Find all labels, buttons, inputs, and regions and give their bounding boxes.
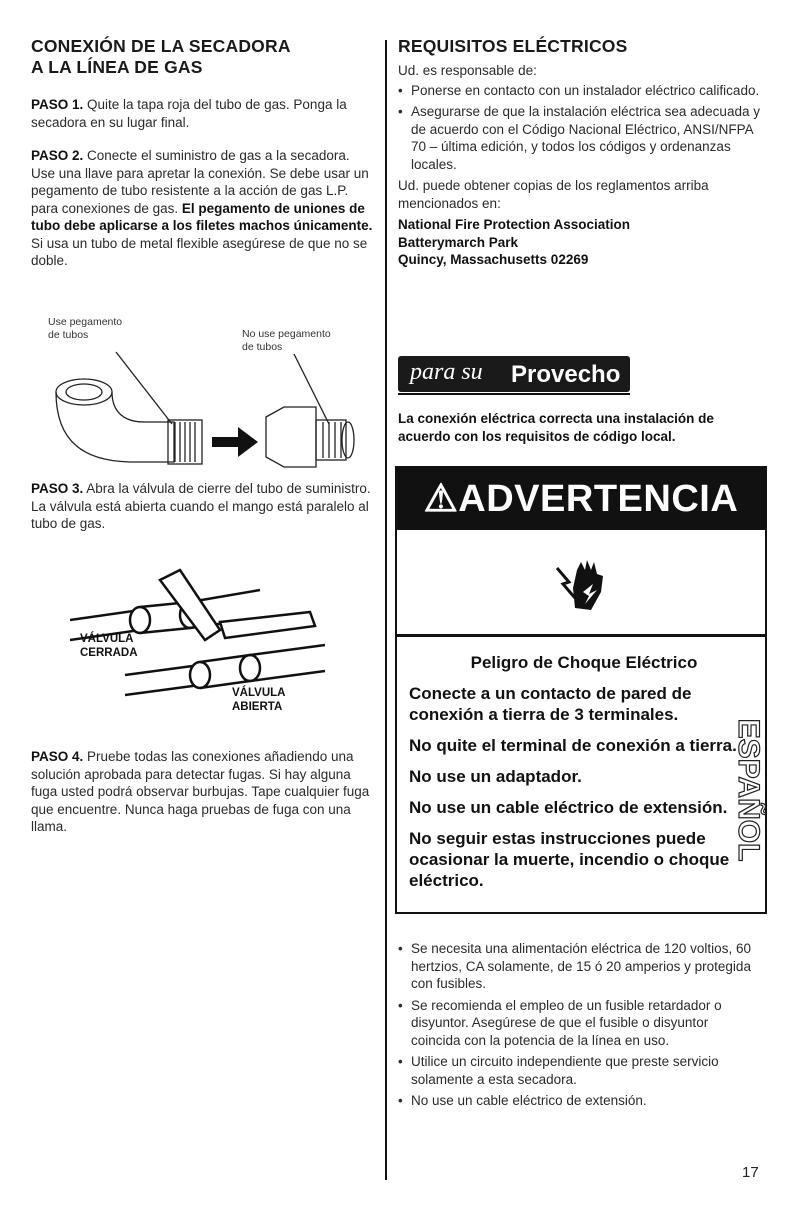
use-sealant-label-line1: Use pegamento xyxy=(48,316,123,328)
list-item: • No use un cable eléctrico de extensión. xyxy=(398,1092,760,1110)
step-1 xyxy=(31,96,376,131)
electrical-requirements-title: REQUISITOS ELÉCTRICOS xyxy=(398,36,628,56)
warning-line: No quite el terminal de conexión a tierra. xyxy=(409,736,737,755)
valve-closed-label xyxy=(80,632,138,660)
electric-shock-hand-icon xyxy=(547,548,617,618)
side-tab-text: ESPAÑOL xyxy=(732,718,766,862)
organization-address xyxy=(398,216,766,269)
valve-open-label xyxy=(232,686,285,714)
responsibility-list xyxy=(398,82,766,174)
step-2 xyxy=(31,147,376,270)
step-4 xyxy=(31,748,376,836)
warning-line: Conecte a un contacto de pared de conexión a tierra de 3 terminales. xyxy=(409,684,692,724)
provecho-text: La conexión eléctrica correcta una instalación de acuerdo con los requisitos de código local. xyxy=(398,411,714,444)
page-number: 17 xyxy=(742,1164,759,1181)
para-su-provecho-banner xyxy=(398,356,630,392)
valve-figure xyxy=(70,560,340,720)
list-item: • Ponerse en contacto con un instalador eléctrico calificado. xyxy=(398,82,766,100)
no-sealant-label-line2: de tubos xyxy=(242,341,283,353)
language-side-tab xyxy=(727,700,767,880)
responsibility-intro: Ud. es responsable de: xyxy=(398,63,537,78)
section-title-line2: A LA LÍNEA DE GAS xyxy=(31,57,203,77)
step-2-label: PASO 2. xyxy=(31,148,84,163)
step-3-label: PASO 3. xyxy=(31,481,84,496)
fittings-drawing xyxy=(44,312,364,492)
step-3 xyxy=(31,480,376,533)
section-title-line1: CONEXIÓN DE LA SECADORA xyxy=(31,36,291,56)
step-3-text: Abra la válvula de cierre del tubo de suministro. La válvula está abierta cuando el mango está paralelo al tubo de gas. xyxy=(31,481,371,531)
banner-word: Provecho xyxy=(511,361,621,388)
org-street: Batterymarch Park xyxy=(398,234,519,250)
copies-text: Ud. puede obtener copias de los reglamentos arriba mencionados en: xyxy=(398,178,709,211)
warning-line: No use un adaptador. xyxy=(409,767,582,786)
valve-open-label-line1: VÁLVULA xyxy=(232,687,286,699)
list-item: • Asegurarse de que la instalación eléctrica sea adecuada y de acuerdo con el Código Nacional Eléctrico, ANSI/NFPA 70 – última edición, y todos los códigos y ordenanzas locales. xyxy=(398,103,766,173)
step-4-label: PASO 4. xyxy=(31,749,84,764)
warning-text xyxy=(409,653,759,901)
step-2-bold: El pegamento de uniones de tubo debe aplicarse a los filetes machos únicamente. xyxy=(31,200,373,233)
banner-underline xyxy=(398,393,630,395)
step-2-text: Conecte el suministro de gas a la secadora. Use una llave para apretar la conexión. Se debe usar un pegamento de tubo resistente a la acción de gas L.P. para conexiones de gas. xyxy=(31,148,369,216)
pipe-fittings-figure xyxy=(44,312,364,492)
list-item: • Se recomienda el empleo de un fusible retardador o disyuntor. Asegúrese de que el fusible o disyuntor coincida con la potencia de la línea en uso. xyxy=(398,997,760,1050)
section-title-gas xyxy=(31,36,376,78)
step-1-text: Quite la tapa roja del tubo de gas. Ponga la secadora en su lugar final. xyxy=(31,97,347,130)
warning-title: Peligro de Choque Eléctrico xyxy=(470,653,698,672)
right-column xyxy=(398,36,766,269)
warning-box xyxy=(395,466,767,914)
org-city: Quincy, Massachusetts 02269 xyxy=(398,252,589,267)
valve-closed-label-line1: VÁLVULA xyxy=(80,633,134,645)
step-4-text: Pruebe todas las conexiones añadiendo una solución aprobada para detectar fugas. Si hay alguna fuga usted podrá observar burbujas. Tape cualquier fuga que encuentre. Nunca haga pruebas de fuga con una llama. xyxy=(31,749,370,834)
left-column xyxy=(31,36,376,270)
step-1-label: PASO 1. xyxy=(31,97,84,112)
list-item: • Se necesita una alimentación eléctrica de 120 voltios, 60 hertzios, CA solamente, de 15 ó 20 amperios y protegida con fusibles. xyxy=(398,940,760,993)
warning-line: No use un cable eléctrico de extensión. xyxy=(409,798,728,817)
valve-closed-label-line2: CERRADA xyxy=(80,647,138,659)
electrical-bullets xyxy=(398,940,760,1110)
column-divider xyxy=(385,40,387,1180)
warning-line: No seguir estas instrucciones puede ocasionar la muerte, incendio o choque eléctrico. xyxy=(409,829,730,890)
use-sealant-label-line2: de tubos xyxy=(48,329,89,341)
list-item: • Utilice un circuito independiente que preste servicio solamente a esta secadora. xyxy=(398,1053,760,1088)
warning-separator xyxy=(397,634,765,637)
step-2-text-end: Si usa un tubo de metal flexible asegúrese de que no se doble. xyxy=(31,235,368,268)
no-sealant-label-line1: No use pegamento xyxy=(242,328,331,340)
org-name: National Fire Protection Association xyxy=(398,217,631,232)
banner-italic-text: para su xyxy=(410,359,483,385)
valve-open-label-line2: ABIERTA xyxy=(232,701,283,713)
warning-header: ⚠ADVERTENCIA xyxy=(397,468,765,530)
